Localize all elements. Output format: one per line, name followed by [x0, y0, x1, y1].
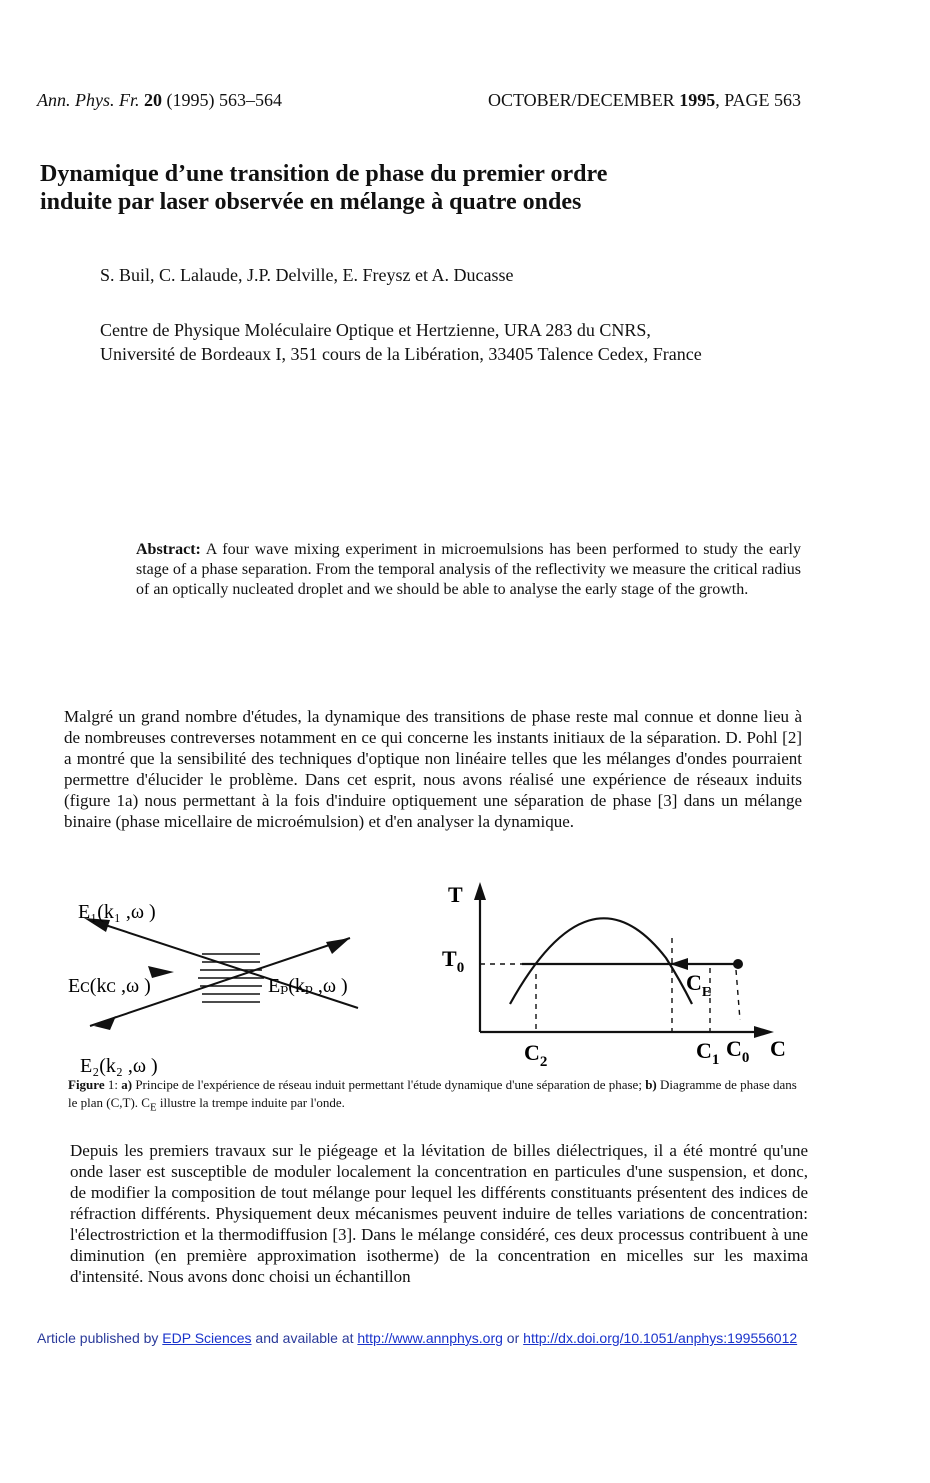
figure-caption: [68, 1076, 798, 1117]
c-axis-label: C: [770, 1036, 786, 1061]
abstract-label: Abstract:: [136, 541, 201, 558]
body-paragraph-1: Malgré un grand nombre d'études, la dynamique des transitions de phase reste mal connue et donne lieu à de nombreuses contreverses notamment en ce qui concerne les instants initiaux de la séparation. D. Pohl [2] a montré que la sensibilité des techniques d'optique non linéaire telles que les mélanges d'ondes pourraient permettre d'élucider le problème. Dans cet esprit, nous avons réalisé une expérience de réseaux induits (figure 1a) nous permettant à la fois d'induire optiquement une séparation de phase [3] dans un mélange binaire (phase micellaire de microémulsion) et d'en analyser la dynamique.: [64, 707, 802, 831]
journal-name: Ann. Phys. Fr.: [37, 90, 140, 110]
footer-middle: and available at: [251, 1330, 358, 1346]
label-ec: Eᴄ(kᴄ ,ω ): [68, 975, 151, 997]
grating-fringes: [198, 954, 264, 1002]
caption-figure-label: Figure: [68, 1077, 105, 1092]
caption-text-a: Principe de l'expérience de réseau induit permettant l'étude dynamique d'une séparation de phase;: [135, 1077, 642, 1092]
publication-footer: [37, 1330, 797, 1346]
t-axis-label: T: [448, 882, 463, 907]
title-line-1: Dynamique d’une transition de phase du premier ordre: [40, 161, 608, 187]
caption-text-b: Diagramme de phase dans le plan (C,T). C: [68, 1077, 797, 1110]
author-list: S. Buil, C. Lalaude, J.P. Delville, E. Freysz et A. Ducasse: [100, 265, 514, 285]
issue-year: 1995: [679, 90, 716, 110]
coexistence-curve: [510, 918, 692, 1004]
page-number: , PAGE 563: [715, 90, 802, 110]
footer-prefix: Article published by: [37, 1330, 163, 1346]
figure-1a-diagram: [60, 880, 420, 1080]
affiliation-line-1: Centre de Physique Moléculaire Optique et Hertzienne, URA 283 du CNRS,: [100, 320, 651, 340]
t-axis-arrow: [474, 882, 486, 900]
label-e2: E₂(k₂ ,ω ): [80, 1055, 158, 1077]
quench-start-point: [733, 959, 743, 969]
caption-part-b: b): [645, 1077, 657, 1092]
abstract: [136, 540, 801, 600]
affiliation: [100, 318, 835, 366]
label-e1: E₁(k₁ ,ω ): [78, 901, 156, 923]
body-paragraph-2: Depuis les premiers travaux sur le piégeage et la lévitation de billes diélectriques, il a été montré qu'une onde laser est susceptible de moduler localement la concentration en particules d'une suspension, et donc, de modifier la composition de tout mélange pour lequel les différents constituants présentent des indices de réfraction différents. Physiquement deux mécanismes peuvent induire de telles variations de concentration: l'électrostriction et la thermodiffusion [3]. Dans le mélange considéré, ces deux processus contribuent à une diminution (en première approximation isotherme) de la concentration en micelles sur les maxima d'intensité. Nous avons donc choisi un échantillon: [70, 1141, 808, 1286]
volume-number: 20: [144, 90, 162, 110]
doi-link[interactable]: http://dx.doi.org/10.1051/anphys:199556012: [523, 1330, 798, 1346]
title-line-2: induite par laser observée en mélange à quatre ondes: [40, 189, 582, 215]
running-header-citation: [37, 90, 282, 111]
caption-ce-subscript: E: [149, 1101, 157, 1114]
label-ep: Eₚ(kₚ ,ω ): [268, 975, 348, 997]
arrow-ep: [326, 938, 350, 954]
affiliation-line-2: Université de Bordeaux I, 351 cours de la Libération, 33405 Talence Cedex, France: [100, 344, 702, 364]
arrow-ec: [148, 966, 174, 978]
year-pages: (1995) 563–564: [166, 90, 282, 110]
t0-label: $T_0$: [442, 946, 465, 976]
caption-text-end: illustre la trempe induite par l'onde.: [156, 1095, 345, 1110]
caption-part-a: a): [121, 1077, 133, 1092]
caption-figure-number: 1:: [107, 1077, 118, 1092]
issue-months: OCTOBER/DECEMBER: [488, 90, 675, 110]
ce-dashed-guide: [736, 970, 740, 1020]
ce-label: $C_E$: [686, 970, 712, 1000]
journal-url-link[interactable]: http://www.annphys.org: [357, 1330, 503, 1346]
running-header-issue: [488, 90, 801, 111]
c0-label: $C_0$: [726, 1036, 750, 1066]
paper-title: [40, 160, 820, 216]
c1-label: $C_1$: [696, 1038, 720, 1068]
footer-or: or: [502, 1330, 524, 1346]
c2-label: $C_2$: [524, 1040, 548, 1070]
abstract-text: A four wave mixing experiment in microemulsions has been performed to study the early stage of a phase separation. From the temporal analysis of the reflectivity we measure the critical radius of an optically nucleated droplet and we should be able to analyse the early stage of the growth.: [136, 541, 801, 598]
publisher-link[interactable]: EDP Sciences: [162, 1330, 252, 1346]
figure-1b-phase-diagram: [430, 870, 810, 1075]
